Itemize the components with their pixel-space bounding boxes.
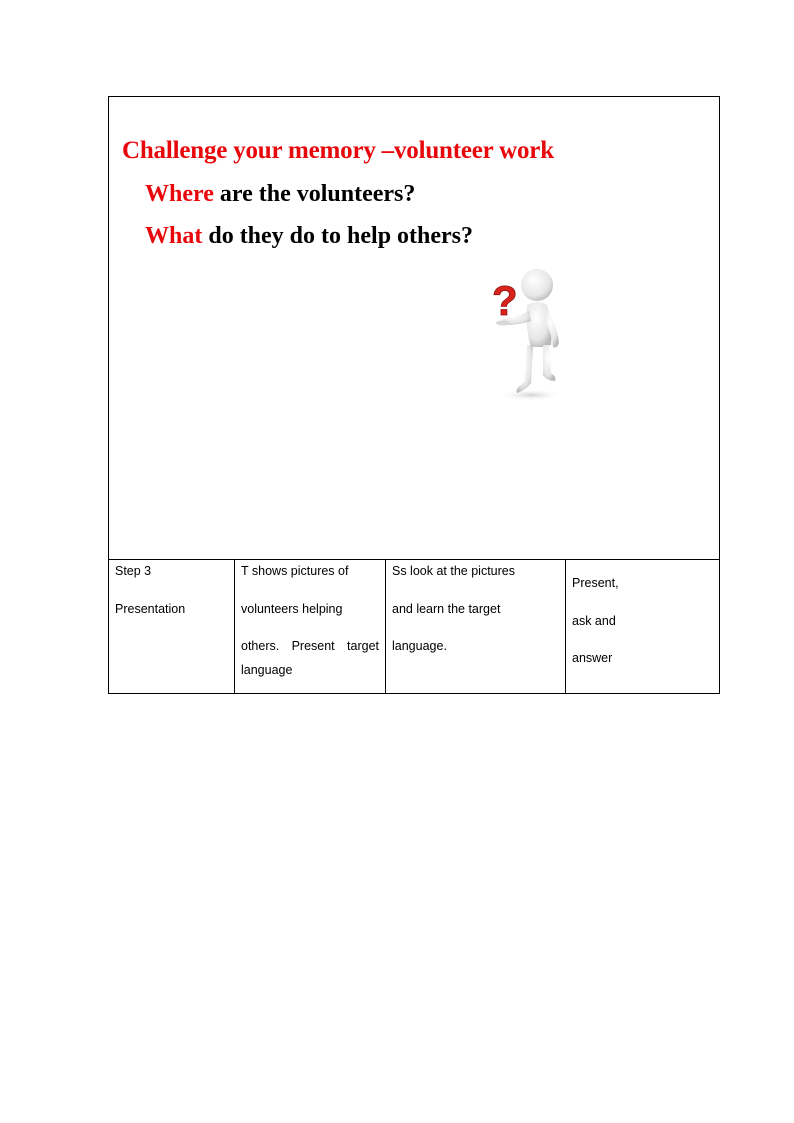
question-what (145, 223, 473, 250)
step-cell (109, 560, 234, 694)
lesson-table (108, 96, 720, 694)
question-mark-person-icon (481, 265, 571, 405)
teacher-line-3 (241, 639, 379, 653)
teacher-line-2: volunteers helping (241, 602, 343, 616)
teacher-line-1: T shows pictures of (241, 564, 349, 578)
teacher-line-3-word: target (347, 639, 379, 653)
step-number: Step 3 (115, 564, 152, 578)
teacher-line-3-word: others. (241, 639, 280, 653)
question-keyword-what: What (145, 223, 203, 249)
purpose-line-1: Present, (572, 576, 619, 590)
question-where (145, 181, 415, 208)
teacher-line-4: language (241, 663, 293, 677)
slide-cell (109, 97, 719, 559)
purpose-line-2: ask and (572, 614, 616, 628)
question-text-where: are the volunteers? (213, 181, 416, 207)
purpose-line-3: answer (572, 651, 613, 665)
purpose-cell (565, 560, 719, 694)
teacher-activity-cell (234, 560, 385, 694)
question-text-what: do they do to help others? (202, 223, 474, 249)
student-line-2: and learn the target (392, 602, 501, 616)
student-line-3: language. (392, 639, 447, 653)
student-activity-cell (385, 560, 565, 694)
step-row (109, 559, 719, 694)
question-mark-glyph: ? (492, 277, 518, 324)
step-name: Presentation (115, 602, 186, 616)
student-line-1: Ss look at the pictures (392, 564, 515, 578)
slide-title: Challenge your memory –volunteer work (122, 137, 554, 164)
question-keyword-where: Where (145, 181, 214, 207)
teacher-line-3-word: Present (291, 639, 335, 653)
